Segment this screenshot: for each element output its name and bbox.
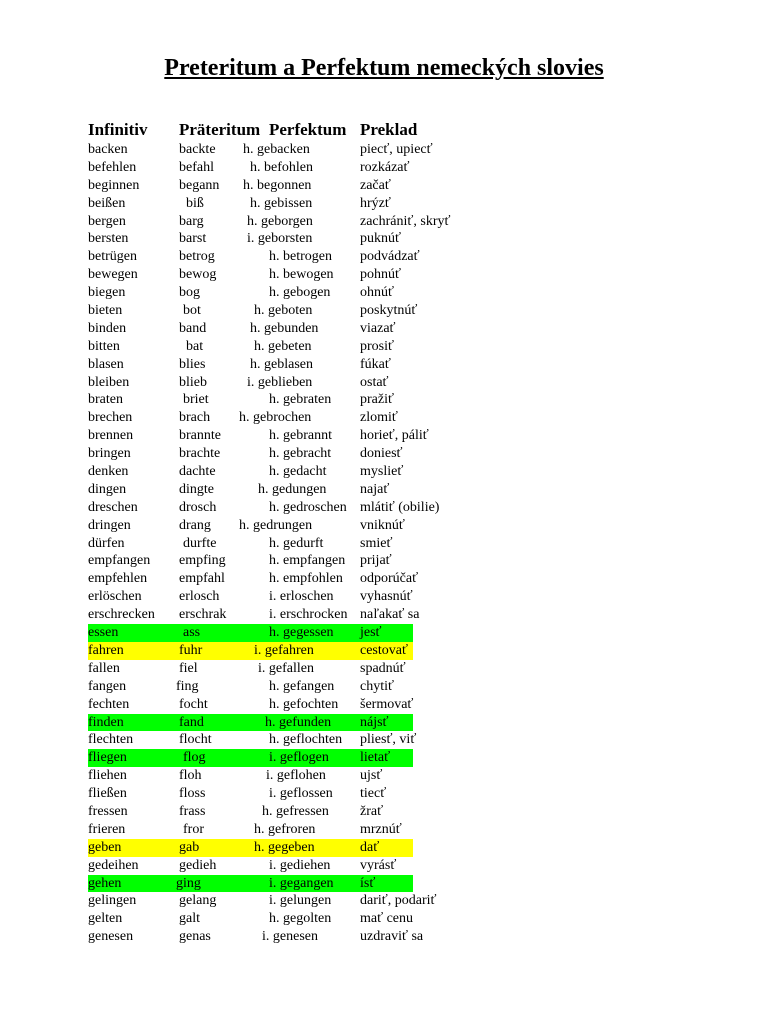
preklad-cell: ostať <box>360 374 389 390</box>
infinitiv-cell: frieren <box>88 821 126 837</box>
perfektum-cell: i. geflohen <box>266 768 326 784</box>
perfektum-cell: i. genesen <box>262 929 318 945</box>
table-row <box>0 731 768 749</box>
infinitiv-cell: geben <box>88 839 122 855</box>
perfektum-cell: i. erschrocken <box>269 607 348 623</box>
prateritum-cell: betrog <box>179 249 215 265</box>
preklad-cell: ujsť <box>360 768 383 784</box>
table-row <box>0 624 768 642</box>
prateritum-cell: bat <box>186 338 204 354</box>
prateritum-cell: fing <box>176 678 199 694</box>
preklad-cell: spadnúť <box>360 660 406 676</box>
prateritum-cell: begann <box>179 177 220 193</box>
perfektum-cell: i. gefallen <box>258 660 314 676</box>
prateritum-cell: befahl <box>179 159 214 175</box>
prateritum-cell: blies <box>179 356 206 372</box>
infinitiv-cell: bleiben <box>88 374 130 390</box>
preklad-cell: prosiť <box>360 338 394 354</box>
header-preklad: Preklad <box>360 120 418 139</box>
table-row <box>0 481 768 499</box>
prateritum-cell: empfing <box>179 553 226 569</box>
perfektum-cell: h. gebrochen <box>239 410 312 426</box>
preklad-cell: vyhasnúť <box>360 589 413 605</box>
infinitiv-cell: fangen <box>88 678 127 694</box>
table-row <box>0 803 768 821</box>
table-row <box>0 749 768 767</box>
perfektum-cell: h. gedacht <box>269 464 327 480</box>
perfektum-cell: h. gedroschen <box>269 499 347 515</box>
infinitiv-cell: biegen <box>88 285 126 301</box>
prateritum-cell: frass <box>179 803 206 819</box>
table-row <box>0 517 768 535</box>
preklad-cell: viazať <box>360 320 396 336</box>
preklad-cell: fúkať <box>360 356 391 372</box>
preklad-cell: mlátiť (obilie) <box>360 499 440 515</box>
table-row <box>0 391 768 409</box>
preklad-cell: tiecť <box>360 786 387 802</box>
perfektum-cell: h. gefangen <box>269 678 335 694</box>
perfektum-cell: h. gegolten <box>269 911 332 927</box>
perfektum-cell: h. gefroren <box>254 821 316 837</box>
table-row <box>0 642 768 660</box>
perfektum-cell: h. gebogen <box>269 285 331 301</box>
table-row <box>0 714 768 732</box>
table-row <box>0 302 768 320</box>
infinitiv-cell: dreschen <box>88 499 138 515</box>
header-prateritum: Präteritum <box>179 120 261 139</box>
table-row <box>0 570 768 588</box>
prateritum-cell: flocht <box>179 732 212 748</box>
perfektum-cell: i. gediehen <box>269 857 331 873</box>
perfektum-cell: i. erloschen <box>269 589 334 605</box>
table-row <box>0 875 768 893</box>
infinitiv-cell: fliegen <box>88 750 127 766</box>
prateritum-cell: bot <box>183 303 201 319</box>
table-row <box>0 678 768 696</box>
preklad-cell: naľakať sa <box>360 607 420 623</box>
prateritum-cell: brach <box>179 410 211 426</box>
table-row <box>0 248 768 266</box>
prateritum-cell: dachte <box>179 464 216 480</box>
infinitiv-cell: backen <box>88 142 128 157</box>
preklad-cell: puknúť <box>360 231 401 247</box>
infinitiv-cell: bergen <box>88 213 126 229</box>
table-row <box>0 910 768 928</box>
table-row <box>0 266 768 284</box>
infinitiv-cell: flechten <box>88 732 134 748</box>
header-perfektum: Perfektum <box>269 120 347 139</box>
table-row <box>0 177 768 195</box>
infinitiv-cell: fahren <box>88 642 124 658</box>
table-row <box>0 284 768 302</box>
infinitiv-cell: gehen <box>88 875 122 891</box>
perfektum-cell: h. betrogen <box>269 249 332 265</box>
table-row <box>0 338 768 356</box>
perfektum-cell: h. geboten <box>254 303 313 319</box>
preklad-cell: žrať <box>360 803 384 819</box>
table-row <box>0 499 768 517</box>
perfektum-cell: i. geflossen <box>269 786 333 802</box>
prateritum-cell: ging <box>176 875 201 891</box>
table-row <box>0 356 768 374</box>
prateritum-cell: brannte <box>179 428 221 444</box>
prateritum-cell: biß <box>186 195 204 211</box>
infinitiv-cell: gelingen <box>88 893 137 909</box>
prateritum-cell: focht <box>179 696 208 712</box>
preklad-cell: vyrásť <box>360 857 397 873</box>
prateritum-cell: durfte <box>183 535 217 551</box>
prateritum-cell: gab <box>179 839 200 855</box>
preklad-cell: ísť <box>360 875 376 891</box>
preklad-cell: prijať <box>360 553 392 569</box>
prateritum-cell: bog <box>179 285 200 301</box>
prateritum-cell: drosch <box>179 499 217 515</box>
preklad-cell: ohnúť <box>360 285 394 301</box>
infinitiv-cell: bringen <box>88 446 131 462</box>
perfektum-cell: h. geflochten <box>269 732 343 748</box>
perfektum-cell: i. geblieben <box>247 374 313 390</box>
prateritum-cell: empfahl <box>179 571 225 587</box>
perfektum-cell: h. gebunden <box>250 320 319 336</box>
infinitiv-cell: dringen <box>88 517 131 533</box>
prateritum-cell: bewog <box>179 267 217 283</box>
prateritum-cell: briet <box>183 392 209 408</box>
prateritum-cell: floss <box>179 786 206 802</box>
infinitiv-cell: finden <box>88 714 124 730</box>
table-row <box>0 821 768 839</box>
infinitiv-cell: genesen <box>88 929 134 945</box>
infinitiv-cell: fliehen <box>88 768 127 784</box>
preklad-cell: smieť <box>360 535 393 551</box>
infinitiv-cell: betrügen <box>88 249 137 265</box>
perfektum-cell: h. geborgen <box>247 213 313 229</box>
infinitiv-cell: empfangen <box>88 553 151 569</box>
perfektum-cell: h. gedurft <box>269 535 324 551</box>
perfektum-cell: i. geborsten <box>247 231 313 247</box>
prateritum-cell: fiel <box>179 660 198 676</box>
infinitiv-cell: dingen <box>88 481 127 497</box>
preklad-cell: zlomiť <box>360 410 398 426</box>
preklad-cell: cestovať <box>360 642 408 658</box>
table-row <box>0 159 768 177</box>
preklad-cell: pohnúť <box>360 267 401 283</box>
infinitiv-cell: beginnen <box>88 177 140 193</box>
infinitiv-cell: blasen <box>88 356 124 372</box>
preklad-cell: odporúčať <box>360 571 419 587</box>
infinitiv-cell: fließen <box>88 786 127 802</box>
infinitiv-cell: braten <box>88 392 123 408</box>
table-row <box>0 230 768 248</box>
preklad-cell: vniknúť <box>360 517 405 533</box>
infinitiv-cell: binden <box>88 320 127 336</box>
infinitiv-cell: gelten <box>88 911 123 927</box>
table-row <box>0 606 768 624</box>
perfektum-cell: h. gegessen <box>269 625 334 641</box>
infinitiv-cell: essen <box>88 625 119 641</box>
infinitiv-cell: bersten <box>88 231 129 247</box>
preklad-cell: najať <box>360 481 390 497</box>
prateritum-cell: blieb <box>179 374 207 390</box>
document-title: Preteritum a Perfektum nemeckých slovies <box>164 55 604 81</box>
preklad-cell: horieť, páliť <box>360 428 429 444</box>
verb-table <box>0 141 768 946</box>
preklad-cell: piecť, upiecť <box>360 142 433 157</box>
prateritum-cell: dingte <box>179 481 214 497</box>
prateritum-cell: floh <box>179 768 202 784</box>
header-infinitiv: Infinitiv <box>88 120 148 139</box>
perfektum-cell: h. gebacken <box>243 142 310 157</box>
table-row <box>0 928 768 946</box>
table-row <box>0 427 768 445</box>
perfektum-cell: h. gebissen <box>250 195 313 211</box>
perfektum-cell: h. gebracht <box>269 446 332 462</box>
infinitiv-cell: erschrecken <box>88 607 155 623</box>
perfektum-cell: h. gefochten <box>269 696 339 712</box>
perfektum-cell: h. gefunden <box>265 714 332 730</box>
preklad-cell: zachrániť, skryť <box>360 213 451 229</box>
table-row <box>0 213 768 231</box>
table-row <box>0 445 768 463</box>
infinitiv-cell: bitten <box>88 338 120 354</box>
prateritum-cell: backte <box>179 142 216 157</box>
perfektum-cell: i. gegangen <box>269 875 334 891</box>
infinitiv-cell: erlöschen <box>88 589 142 605</box>
prateritum-cell: band <box>179 320 207 336</box>
infinitiv-cell: brennen <box>88 428 134 444</box>
infinitiv-cell: bewegen <box>88 267 138 283</box>
preklad-cell: dariť, podariť <box>360 893 437 909</box>
table-row <box>0 660 768 678</box>
prateritum-cell: brachte <box>179 446 221 462</box>
perfektum-cell: h. gebeten <box>254 338 312 354</box>
infinitiv-cell: beißen <box>88 195 126 211</box>
prateritum-cell: ass <box>183 625 201 641</box>
prateritum-cell: fuhr <box>179 642 203 658</box>
table-header <box>0 120 768 140</box>
table-row <box>0 839 768 857</box>
prateritum-cell: galt <box>179 911 200 927</box>
prateritum-cell: gedieh <box>179 857 217 873</box>
perfektum-cell: i. gefahren <box>254 642 314 658</box>
table-row <box>0 588 768 606</box>
perfektum-cell: i. geflogen <box>269 750 329 766</box>
prateritum-cell: flog <box>183 750 206 766</box>
prateritum-cell: gelang <box>179 893 217 909</box>
infinitiv-cell: gedeihen <box>88 857 139 873</box>
table-row <box>0 535 768 553</box>
table-row <box>0 320 768 338</box>
perfektum-cell: i. gelungen <box>269 893 332 909</box>
prateritum-cell: fror <box>183 821 204 837</box>
perfektum-cell: h. begonnen <box>243 177 312 193</box>
table-row <box>0 892 768 910</box>
table-row <box>0 552 768 570</box>
perfektum-cell: h. gedungen <box>258 481 327 497</box>
preklad-cell: uzdraviť sa <box>360 929 424 945</box>
preklad-cell: myslieť <box>360 464 404 480</box>
preklad-cell: mať cenu <box>360 911 414 927</box>
preklad-cell: nájsť <box>360 714 389 730</box>
preklad-cell: podvádzať <box>360 249 420 265</box>
table-row <box>0 195 768 213</box>
prateritum-cell: erschrak <box>179 607 227 623</box>
preklad-cell: pražiť <box>360 392 394 408</box>
preklad-cell: šermovať <box>360 696 414 712</box>
table-row <box>0 785 768 803</box>
perfektum-cell: h. bewogen <box>269 267 334 283</box>
prateritum-cell: drang <box>179 517 211 533</box>
table-row <box>0 409 768 427</box>
infinitiv-cell: befehlen <box>88 159 137 175</box>
perfektum-cell: h. gedrungen <box>239 517 313 533</box>
table-row <box>0 696 768 714</box>
infinitiv-cell: brechen <box>88 410 133 426</box>
preklad-cell: pliesť, viť <box>360 732 417 748</box>
perfektum-cell: h. befohlen <box>250 159 313 175</box>
infinitiv-cell: fallen <box>88 660 120 676</box>
perfektum-cell: h. gegeben <box>254 839 315 855</box>
preklad-cell: rozkázať <box>360 159 410 175</box>
preklad-cell: chytiť <box>360 678 394 694</box>
infinitiv-cell: empfehlen <box>88 571 148 587</box>
perfektum-cell: h. geblasen <box>250 356 313 372</box>
prateritum-cell: barg <box>179 213 204 229</box>
table-row <box>0 857 768 875</box>
table-row <box>0 767 768 785</box>
preklad-cell: hrýzť <box>360 195 391 211</box>
table-row <box>0 141 768 159</box>
infinitiv-cell: fechten <box>88 696 130 712</box>
preklad-cell: dať <box>360 839 380 855</box>
preklad-cell: poskytnúť <box>360 303 418 319</box>
infinitiv-cell: fressen <box>88 803 128 819</box>
prateritum-cell: genas <box>179 929 211 945</box>
prateritum-cell: erlosch <box>179 589 220 605</box>
preklad-cell: začať <box>360 177 391 193</box>
infinitiv-cell: denken <box>88 464 129 480</box>
preklad-cell: lietať <box>360 750 391 766</box>
table-row <box>0 374 768 392</box>
table-row <box>0 463 768 481</box>
perfektum-cell: h. empfohlen <box>269 571 343 587</box>
prateritum-cell: barst <box>179 231 207 247</box>
prateritum-cell: fand <box>179 714 204 730</box>
perfektum-cell: h. empfangen <box>269 553 346 569</box>
perfektum-cell: h. gebrannt <box>269 428 332 444</box>
preklad-cell: doniesť <box>360 446 403 462</box>
infinitiv-cell: bieten <box>88 303 123 319</box>
preklad-cell: mrznúť <box>360 821 402 837</box>
perfektum-cell: h. gefressen <box>262 803 329 819</box>
perfektum-cell: h. gebraten <box>269 392 332 408</box>
preklad-cell: jesť <box>360 625 382 641</box>
infinitiv-cell: dürfen <box>88 535 125 551</box>
